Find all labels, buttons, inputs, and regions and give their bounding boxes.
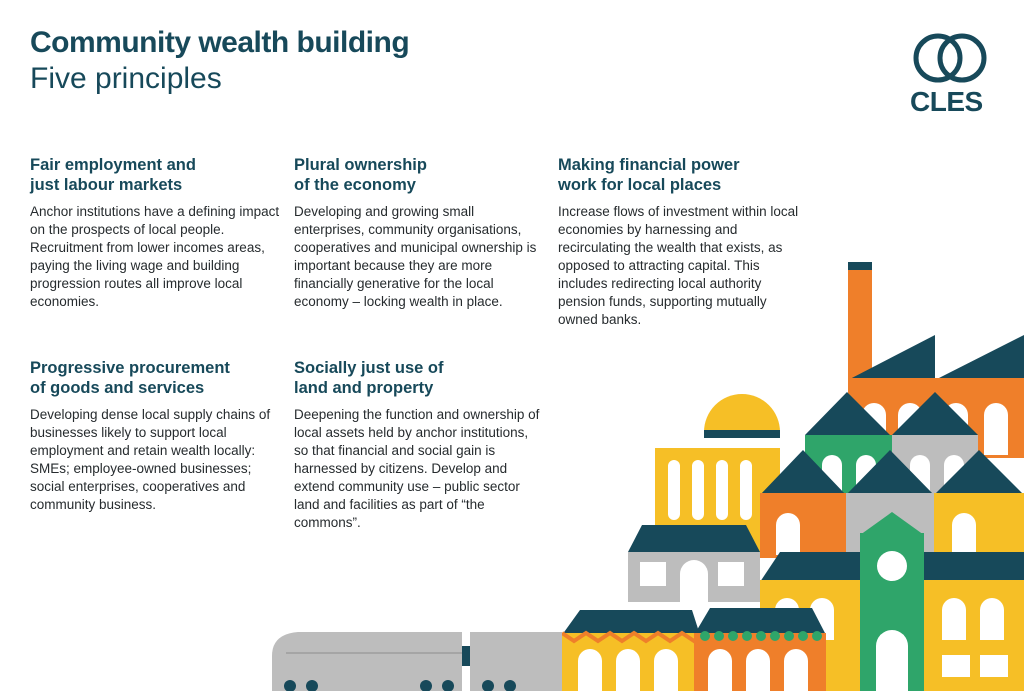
principle-progressive-procurement [30, 358, 280, 514]
principle-fair-employment [30, 155, 280, 311]
yellow-shop-icon [562, 610, 700, 691]
clock-tower-icon [860, 512, 924, 691]
tram-icon [272, 632, 562, 691]
cles-logo-text: CLES [910, 86, 983, 117]
principle-body: Developing and growing small enterprises, community organisations, cooperatives and municipal ownership is important because they are more financially generative for the local economy – locking wealth in place. [294, 204, 537, 309]
principle-body: Developing dense local supply chains of businesses likely to support local employment and retain wealth locally: SMEs; employee-owned businesses; social enterprises, cooperatives and community business. [30, 407, 271, 512]
town-illustration [260, 255, 1024, 691]
principle-body: Deepening the function and ownership of local assets held by anchor institutions, so that financial and social gain is harnessed by citizens. Develop and extend community use – public sector land and facilities as part of “the commons”. [294, 407, 540, 530]
principle-heading: Fair employment and just labour markets [30, 156, 196, 194]
principle-heading: Progressive procurement of goods and services [30, 359, 230, 397]
principle-heading: Making financial power work for local places [558, 156, 740, 194]
page-title: Community wealth building [30, 26, 410, 59]
principle-heading: Socially just use of land and property [294, 359, 444, 397]
factory-chimney-icon [848, 262, 872, 382]
principle-heading: Plural ownership of the economy [294, 156, 427, 194]
page-subtitle: Five principles [30, 62, 222, 95]
principle-body: Anchor institutions have a defining impact on the prospects of local people. Recruitment from lower incomes areas, paying the living wage and building progression routes all improve local economies. [30, 204, 280, 309]
grey-shop-icon [628, 525, 760, 602]
orange-shop-icon [694, 608, 826, 691]
principle-body: Increase flows of investment within local economies by harnessing and recirculating the wealth that exists, as opposed to attracting capital. This includes redirecting local authority pension funds, supporting mutually owned banks. [558, 204, 799, 327]
